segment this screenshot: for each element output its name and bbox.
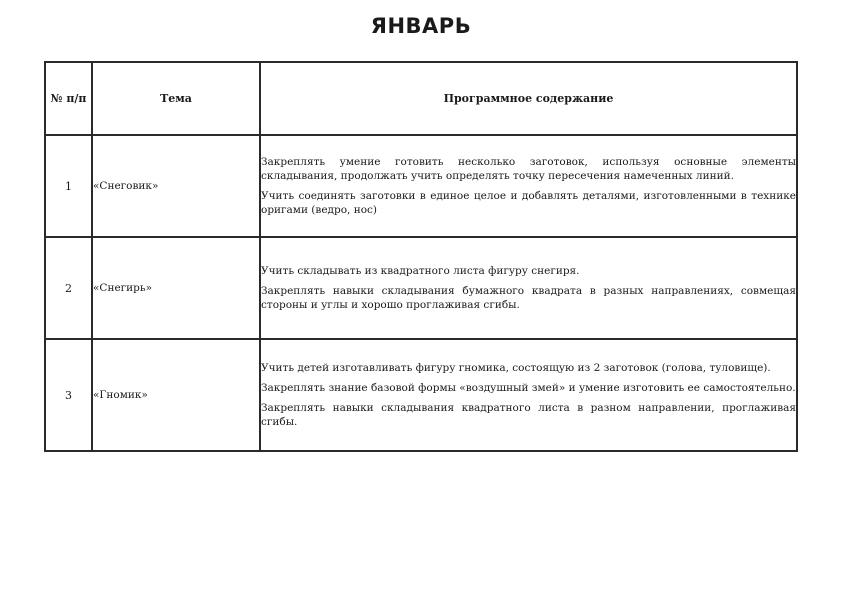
lesson-plan-table	[44, 61, 798, 452]
content-paragraph: Закреплять знание базовой формы «воздушный змей» и умение изготовить ее самостоятельно.	[261, 382, 796, 394]
row-content	[261, 238, 796, 340]
header-program-content: Программное содержание	[261, 63, 796, 136]
header-topic: Тема	[93, 63, 261, 136]
row-content	[261, 136, 796, 238]
row-topic: «Гномик»	[93, 340, 261, 450]
row-topic: «Снеговик»	[93, 136, 261, 238]
row-number: 2	[46, 238, 93, 340]
table-row	[46, 238, 796, 340]
row-topic: «Снегирь»	[93, 238, 261, 340]
row-number: 1	[46, 136, 93, 238]
content-paragraph: Учить соединять заготовки в единое целое и добавлять деталями, изготовленными в технике оригами (ведро, нос)	[261, 190, 796, 216]
row-content	[261, 340, 796, 450]
table-header-row	[46, 63, 796, 136]
table-row	[46, 136, 796, 238]
content-paragraph: Учить детей изготавливать фигуру гномика, состоящую из 2 заготовок (голова, туловище).	[261, 362, 771, 374]
content-paragraph: Закреплять навыки складывания квадратного листа в разном направлении, проглаживая сгибы.	[261, 402, 796, 428]
table-row	[46, 340, 796, 450]
row-number: 3	[46, 340, 93, 450]
content-paragraph: Закреплять умение готовить несколько заготовок, используя основные элементы складывания, продолжать учить определять точку пересечения намеченных линий.	[261, 156, 796, 182]
header-number: № п/п	[46, 63, 93, 136]
content-paragraph: Закреплять навыки складывания бумажного квадрата в разных направлениях, совмещая стороны и углы и хорошо проглаживая сгибы.	[261, 285, 796, 311]
content-paragraph: Учить складывать из квадратного листа фигуру снегиря.	[261, 265, 580, 277]
page-title: ЯНВАРЬ	[370, 14, 472, 38]
